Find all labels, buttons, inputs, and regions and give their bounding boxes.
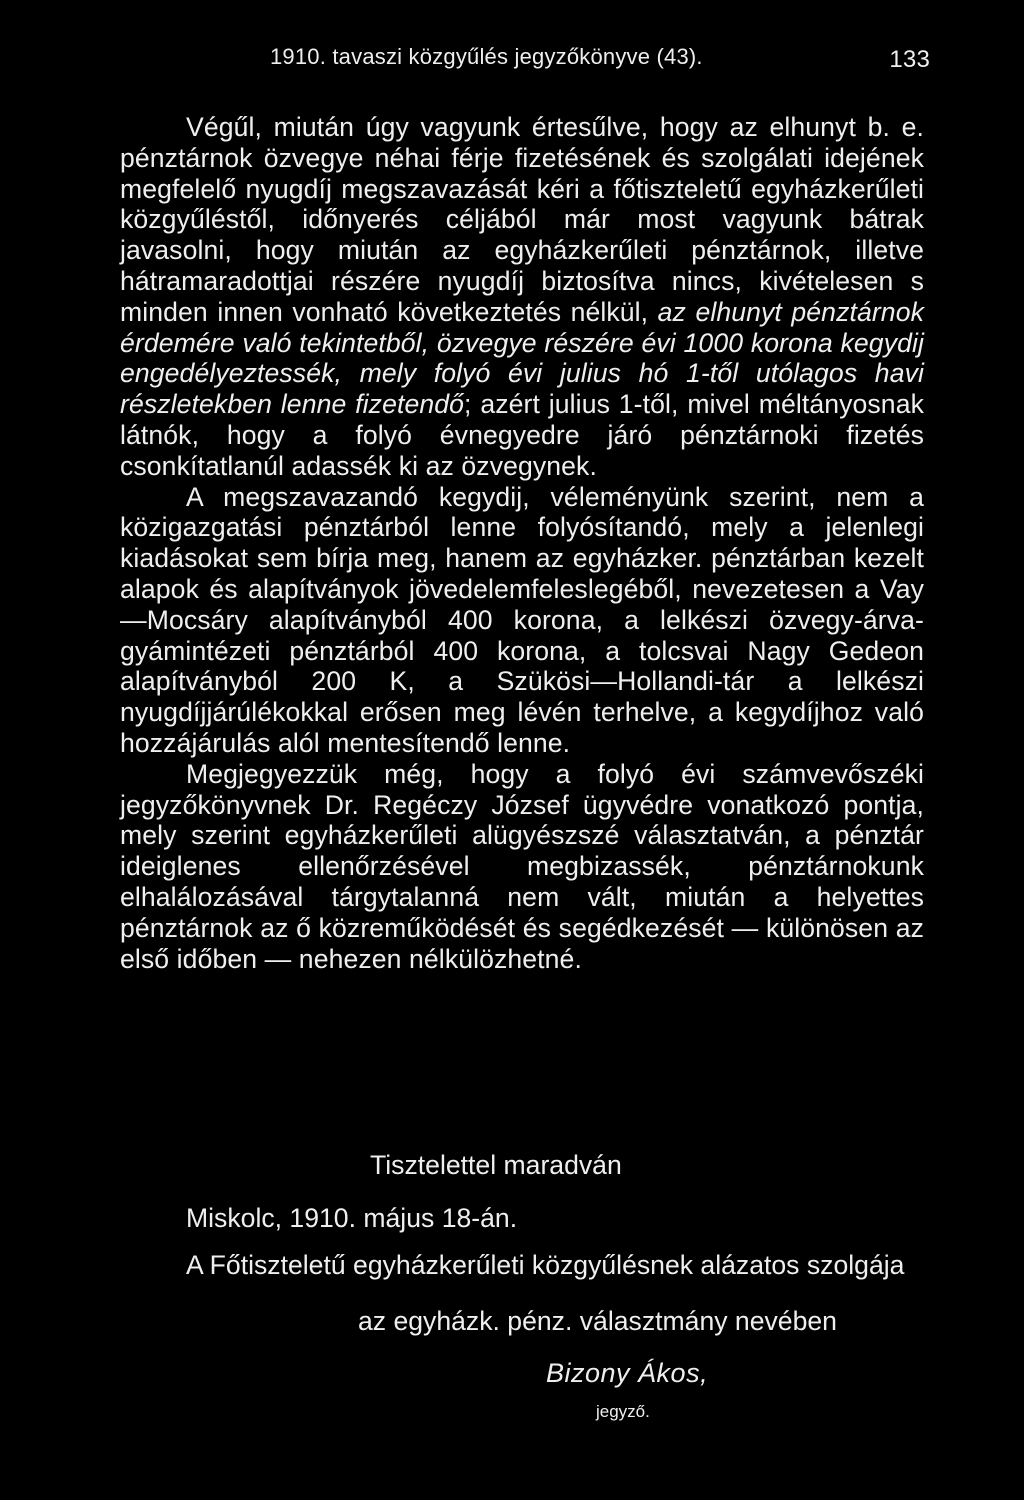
addressee-line: A Főtiszteletű egyházkerűleti közgyűlésnek alázatos szolgája bbox=[186, 1250, 905, 1280]
closing-salutation: Tisztelettel maradván bbox=[370, 1150, 622, 1180]
page-number: 133 bbox=[889, 46, 930, 73]
running-title: 1910. tavaszi közgyűlés jegyzőkönyve (43). bbox=[270, 44, 703, 69]
date-place: Miskolc, 1910. május 18-án. bbox=[186, 1203, 518, 1233]
signer-role: jegyző. bbox=[596, 1402, 650, 1421]
paragraph-2: A megszavazandó kegydij, véleményünk szerint, nem a közigazgatási pénztárból lenne folyósítandó, mely a jelenlegi kiadásokat sem bírja meg, hanem az egyházker. pénztárban kezelt alapok és alapítványok jövedelemfeleslegéből, nevezetesen a Vay—Mocsáry alapítványból 400 korona, a lelkészi özvegy-árva-gyámintézeti pénztárból 400 korona, a tolcsvai Nagy Gedeon alapítványból 200 K, a Szükösi—Hollandi-tár a lelkészi nyugdíjjárúlékokkal erősen meg lévén terhelve, a kegydíjhoz való hozzájárulás alól mentesítendő lenne. bbox=[120, 481, 924, 758]
body-text bbox=[120, 112, 924, 974]
paragraph-1 bbox=[120, 112, 924, 482]
committee-line: az egyházk. pénz. választmány nevében bbox=[358, 1306, 837, 1336]
paragraph-1-italic-proposal: az elhunyt pénztárnok érdemére való tekintetből, özvegye részére évi 1000 korona kegydij engedélyeztessék, mely folyó évi julius hó 1-től utólagos havi részletekben lenne fizetendő bbox=[120, 296, 924, 420]
paragraph-3: Megjegyezzük még, hogy a folyó évi számvevőszéki jegyzőkönyvnek Dr. Regéczy József ügyvédre vonatkozó pontja, mely szerint egyházkerűleti alügyészszé választatván, a pénztár ideiglenes ellenőrzésével megbizassék, pénztárnokunk elhalálozásával tárgytalanná nem vált, miután a helyettes pénztárnok az ő közreműködését és segédkezését — különösen az első időben — nehezen nélkülözhetné. bbox=[120, 758, 924, 974]
page-header bbox=[270, 44, 930, 78]
signer-name: Bizony Ákos, bbox=[546, 1358, 709, 1388]
paragraph-1-text-b: ; azért julius 1-től, mivel méltányosnak látnók, hogy a folyó évnegyedre járó pénztárnoki fizetés csonkítatlanúl adassék ki az özvegynek. bbox=[120, 389, 924, 481]
paragraph-1-text-a: Végűl, miután úgy vagyunk értesűlve, hogy az elhunyt b. e. pénztárnok özvegye néhai férje fizetésének és szolgálati idejének megfelelő nyugdíj megszavazását kéri a főtiszteletű egyházkerűleti közgyűléstől, időnyerés céljából már most vagyunk bátrak javasolni, hogy miután az egyházkerűleti pénztárnok, illetve hátramaradottjai részére nyugdíj biztosítva nincs, kivételesen s minden innen vonható következtetés nélkül, bbox=[120, 112, 924, 327]
